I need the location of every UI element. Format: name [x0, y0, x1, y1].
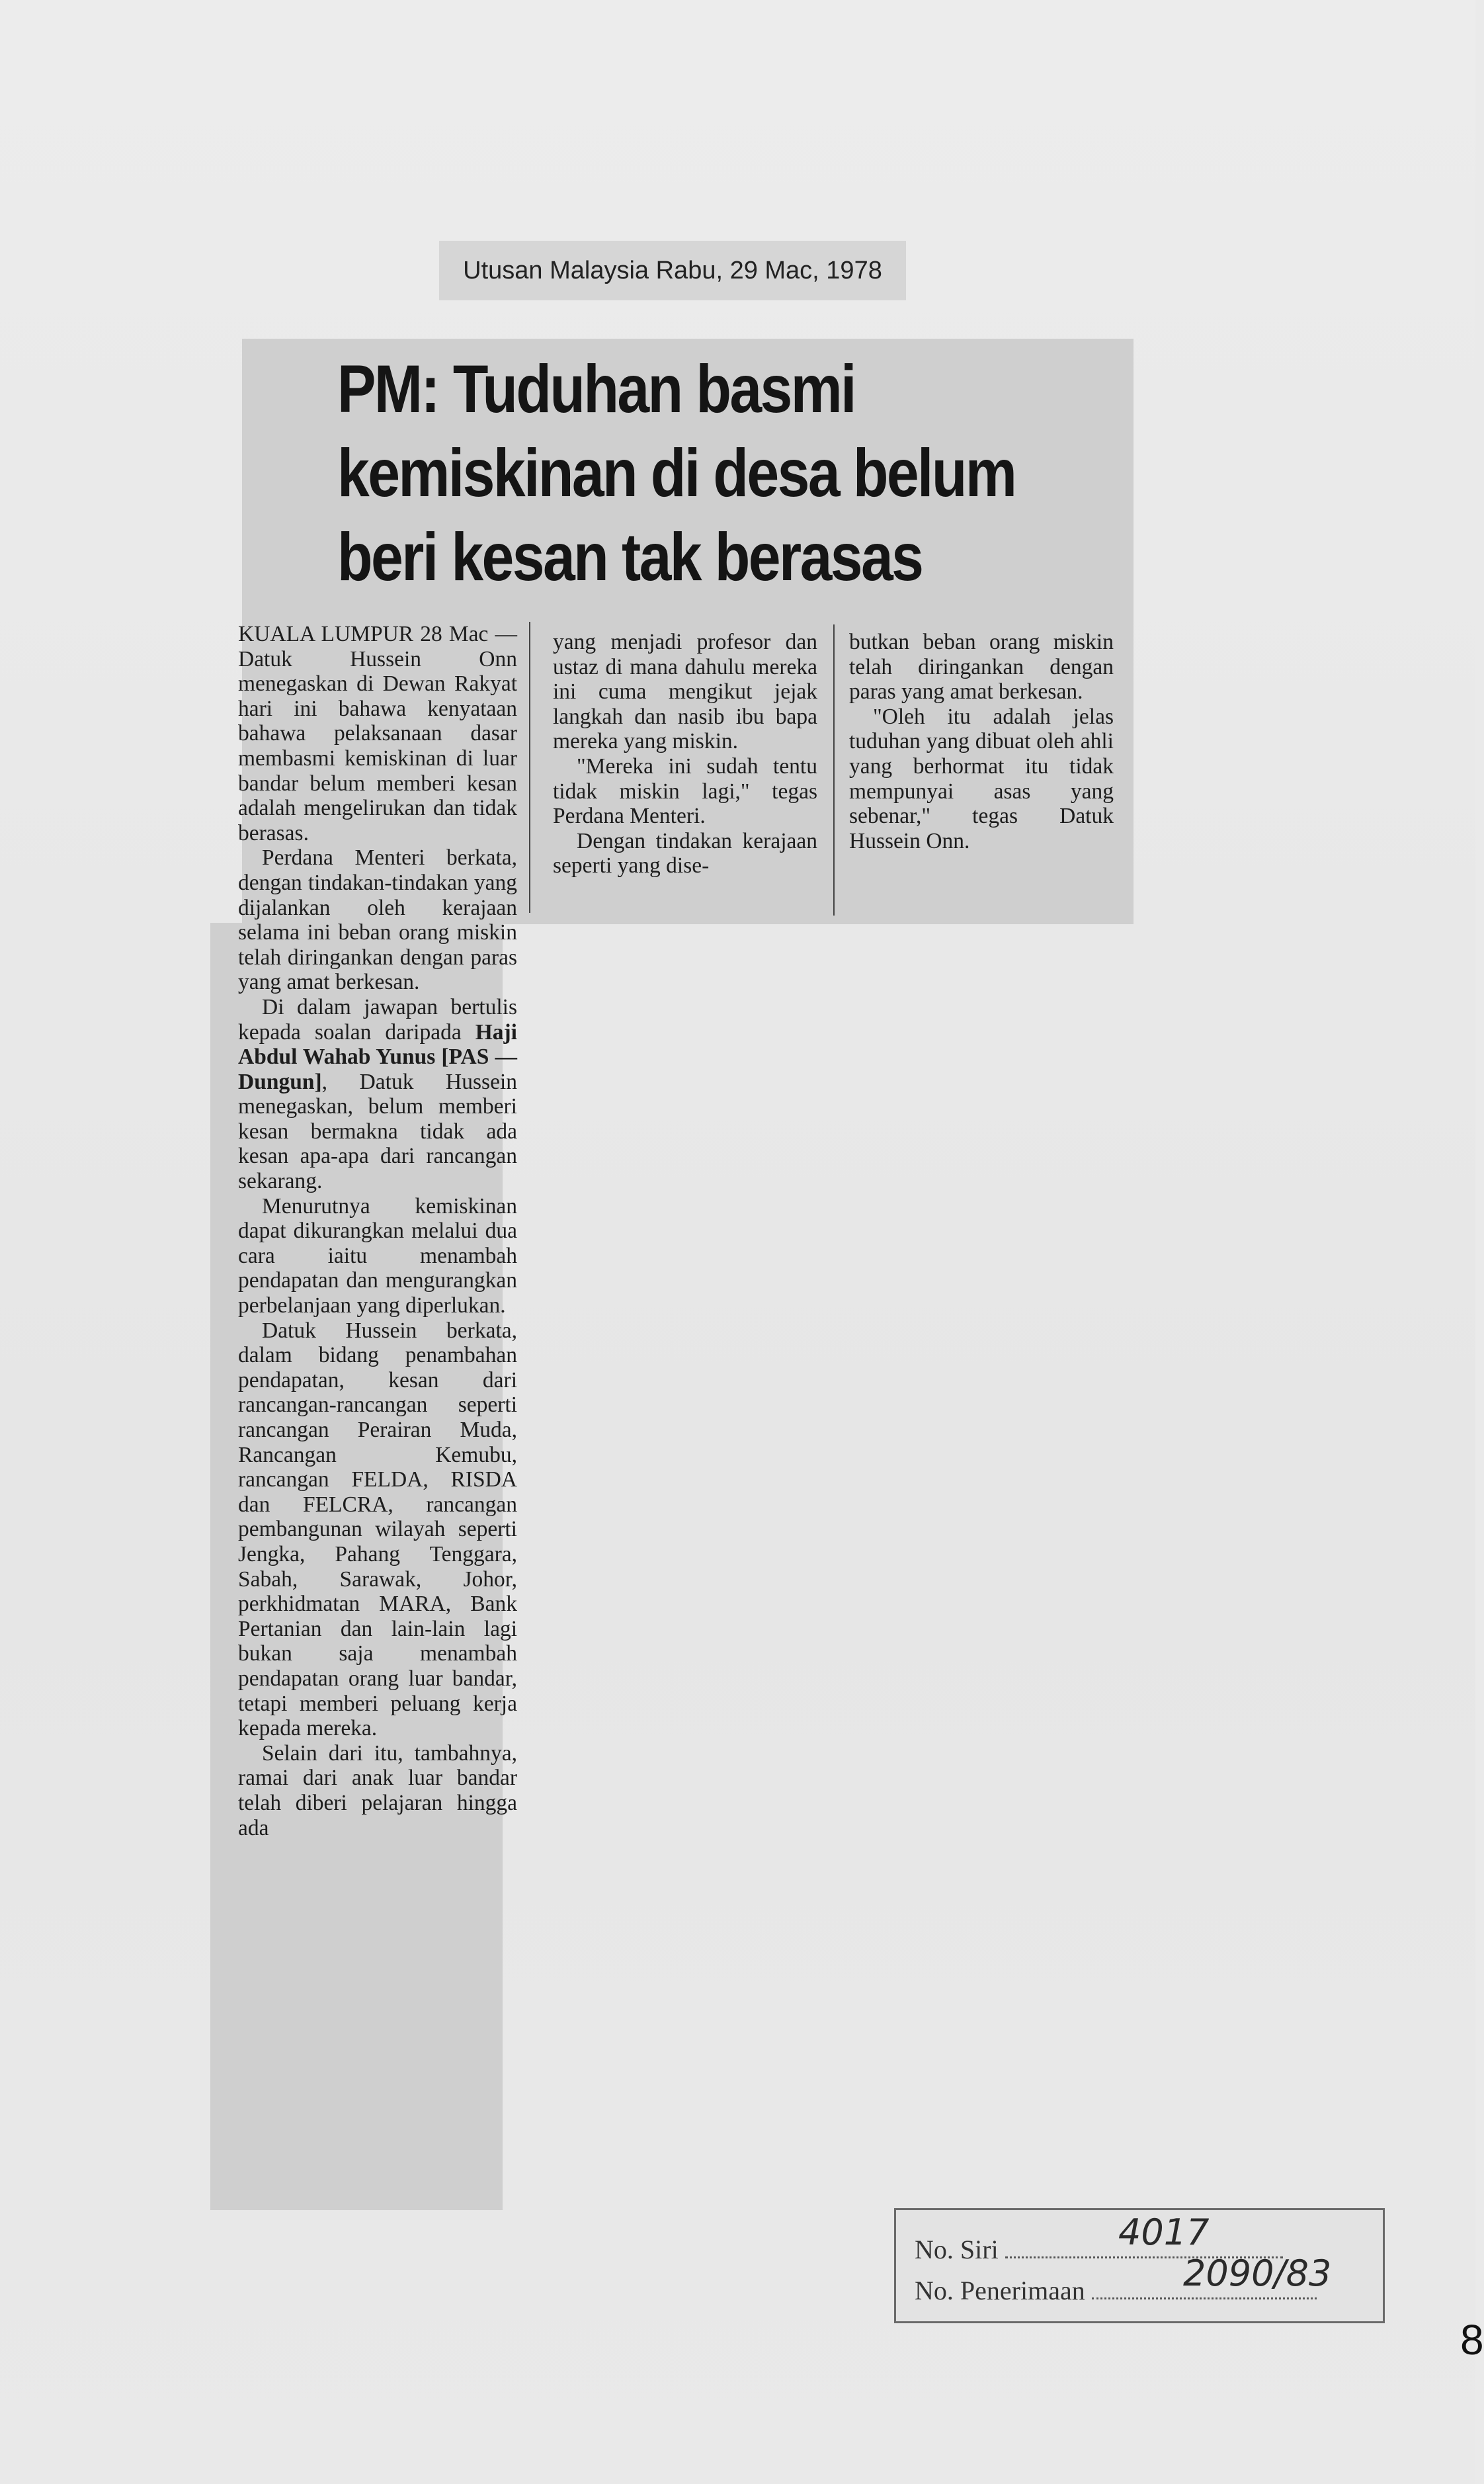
- headline-line-2: kemiskinan di desa belum: [337, 435, 1016, 511]
- headline: [337, 347, 1020, 599]
- siri-value: 4017: [1118, 2211, 1210, 2253]
- paragraph: [238, 995, 517, 1194]
- paragraph: Selain dari itu, tambahnya, ramai dari anak luar bandar telah diberi pelajaran hingga ada: [238, 1740, 517, 1840]
- paragraph: "Mereka ini sudah tentu tidak miskin lagi," tegas Perdana Menteri.: [553, 753, 817, 829]
- archive-stamp: [894, 2208, 1385, 2323]
- paragraph: Datuk Hussein berkata, dalam bidang penambahan pendapatan, kesan dari rancangan-rancangan seperti rancangan Perairan Muda, Rancangan Kemubu, rancangan FELDA, RISDA dan FELCRA, rancangan pembangunan wilayah seperti Jengka, Pahang Tenggara, Sabah, Sarawak, Johor, perkhidmatan MARA, Bank Pertanian dan lain-lain lagi bukan saja menambah pendapatan orang luar bandar, tetapi memberi peluang kerja kepada mereka.: [238, 1318, 517, 1741]
- paragraph-text: , Datuk Hussein menegaskan, belum memberi kesan bermakna tidak ada kesan apa-apa dari rancangan sekarang.: [238, 1069, 517, 1194]
- article-column-1: [238, 622, 517, 1840]
- page-number: 8: [1460, 2316, 1484, 2364]
- paragraph: Dengan tindakan kerajaan seperti yang dise-: [553, 828, 817, 878]
- paragraph: butkan beban orang miskin telah diringankan dengan paras yang amat berkesan.: [849, 630, 1114, 705]
- headline-line-3: beri kesan tak berasas: [337, 519, 923, 595]
- siri-label: No. Siri: [915, 2235, 999, 2264]
- headline-line-1: PM: Tuduhan basmi: [337, 351, 855, 427]
- penerimaan-value: 2090/83: [1183, 2252, 1332, 2294]
- mp-party: [PAS — Dungun]: [238, 1045, 517, 1094]
- article-column-2: [553, 630, 817, 878]
- source-label: Utusan Malaysia Rabu, 29 Mac, 1978: [439, 241, 906, 300]
- paragraph: Menurutnya kemiskinan dapat dikurangkan melalui dua cara iaitu menambah pendapatan dan mengurangkan perbelanjaan yang diperlukan.: [238, 1193, 517, 1318]
- paragraph: yang menjadi profesor dan ustaz di mana dahulu mereka ini cuma mengikut jejak langkah dan nasib ibu bapa mereka yang miskin.: [553, 630, 817, 754]
- article-column-3: [849, 630, 1114, 853]
- paragraph: Perdana Menteri berkata, dengan tindakan-tindakan yang dijalankan oleh kerajaan selama ini beban orang miskin telah diringankan dengan paras yang amat berkesan.: [238, 845, 517, 995]
- paragraph-text: Di dalam jawapan bertulis kepada soalan daripada: [238, 994, 517, 1045]
- penerimaan-label: No. Penerimaan: [915, 2276, 1085, 2305]
- dotted-line: [1092, 2293, 1317, 2299]
- mp-name: Haji Abdul Wahab Yunus: [238, 1019, 517, 1070]
- column-rule: [529, 622, 530, 913]
- paragraph: "Oleh itu adalah jelas tuduhan yang dibuat oleh ahli yang berhormat itu tidak mempunyai asas yang sebenar," tegas Datuk Hussein Onn.: [849, 704, 1114, 853]
- paragraph: KUALA LUMPUR 28 Mac — Datuk Hussein Onn menegaskan di Dewan Rakyat hari ini bahawa kenyataan bahawa pelaksanaan dasar membasmi kemiskinan di luar bandar belum memberi kesan adalah mengelirukan dan tidak berasas.: [238, 622, 517, 845]
- column-rule: [833, 624, 835, 916]
